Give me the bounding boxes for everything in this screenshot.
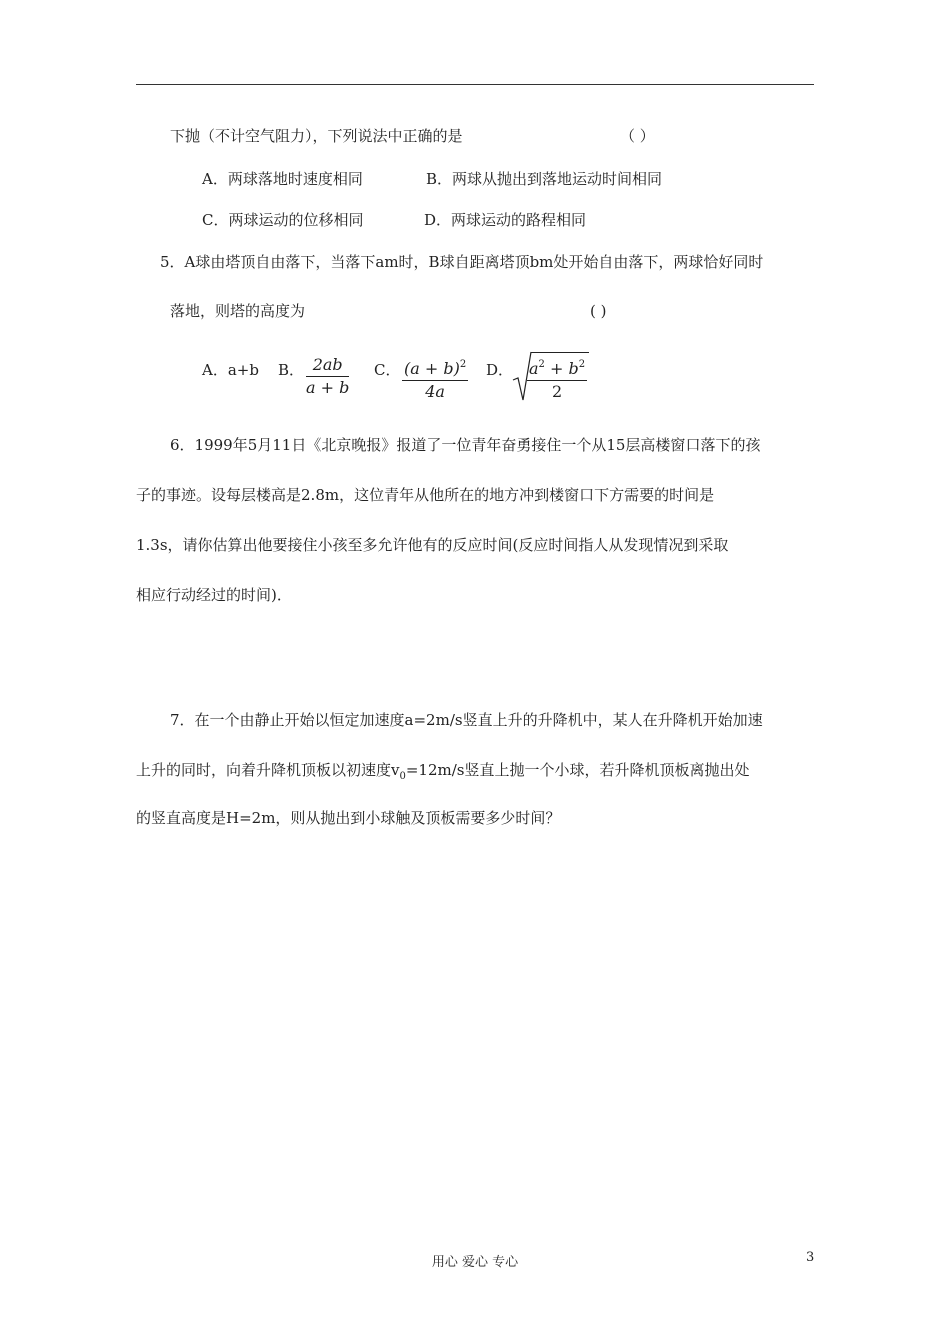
q6-line-3: 1.3s，请你估算出他要接住小孩至多允许他有的反应时间(反应时间指人从发现情况到采取 [136,536,729,554]
q5-option-b-numerator: 2ab [312,355,343,374]
q5-option-d-exponent-1: 2 [538,359,545,370]
q7-line-2-start: 上升的同时，向着升降机顶板以初速度v [136,761,400,779]
q4-option-d: D．两球运动的路程相同 [424,211,587,229]
fraction-bar [402,380,468,381]
fraction-bar [306,376,349,377]
q5-answer-paren: ( ) [590,302,607,320]
q7-line-1: 7．在一个由静止开始以恒定加速度a=2m/s竖直上升的升降机中，某人在升降机开始加速 [170,711,763,729]
page-footer: 用心 爱心 专心 [431,1255,519,1270]
q5-option-d-numerator [527,355,587,379]
q5-option-b-fraction [306,355,349,398]
header-rule [136,84,814,85]
q5-option-d-exponent-2: 2 [578,359,586,370]
q7-line-3: 的竖直高度是H=2m，则从抛出到小球触及顶板需要多少时间？ [136,809,561,827]
q5-option-d-label: D． [486,361,514,379]
q5-option-c-label: C． [374,361,401,379]
q5-option-d-a: a [529,359,539,378]
q5-option-d-denominator: 2 [551,382,563,401]
q5-option-d-plus-b: + b [544,359,579,378]
sqrt-overline [531,352,589,353]
q5-option-c-fraction [402,355,468,402]
q6-line-4: 相应行动经过的时间)． [136,586,292,604]
q4-option-b: B．两球从抛出到落地运动时间相同 [426,170,663,188]
q5-option-c-exponent: 2 [459,359,467,370]
q5-option-d-fraction [527,355,587,402]
q4-answer-paren: （ ） [620,127,655,145]
q5-option-a: A．a+b [202,361,259,379]
fraction-bar [527,380,587,381]
q4-option-c: C．两球运动的位移相同 [202,211,364,229]
page-number: 3 [806,1250,815,1265]
q6-line-2: 子的事迹。设每层楼高是2.8m，这位青年从他所在的地方冲到楼窗口下方需要的时间是 [136,486,715,504]
q6-line-1: 6．1999年5月11日《北京晚报》报道了一位青年奋勇接住一个从15层高楼窗口落下的孩 [170,436,761,454]
q4-option-a: A．两球落地时速度相同 [202,170,363,188]
q5-option-c-numerator [402,355,468,379]
q7-line-2 [136,760,750,787]
q5-option-b-denominator: a + b [306,378,350,397]
q5-option-b-label: B． [278,361,305,379]
q5-option-c-denominator: 4a [425,382,445,401]
q7-subscript: 0 [399,771,406,782]
q5-option-c-base: (a + b) [404,359,460,378]
q4-stem: 下抛（不计空气阻力），下列说法中正确的是 [170,127,463,145]
q5-line-2: 落地，则塔的高度为 [170,302,306,320]
q7-line-2-end: =12m/s竖直上抛一个小球，若升降机顶板离抛出处 [405,761,750,779]
q5-line-1: 5．A球由塔顶自由落下，当落下am时，B球自距离塔顶bm处开始自由落下，两球恰好同时 [160,253,764,271]
